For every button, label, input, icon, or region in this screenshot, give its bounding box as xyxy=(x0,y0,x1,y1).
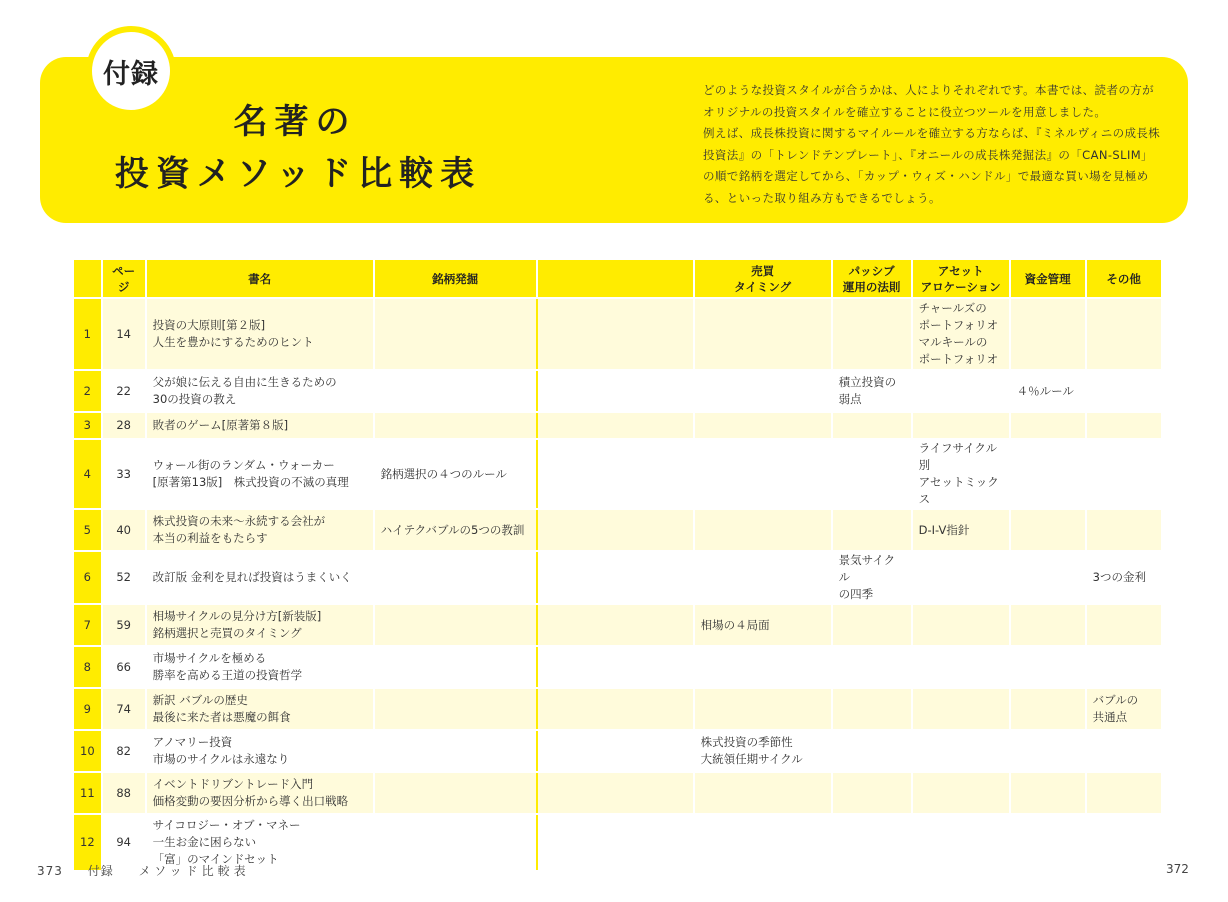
asset-allocation-cell xyxy=(912,604,1010,646)
money-management-cell xyxy=(1010,298,1086,370)
book-title-cell-text: [原著第13版] 株式投資の不滅の真理 xyxy=(152,475,349,489)
page-cell-text: 59 xyxy=(116,617,131,632)
book-title-cell xyxy=(146,370,374,412)
stock-discovery-cell xyxy=(374,412,537,439)
table-header-row xyxy=(73,259,1162,298)
page-cell-text: 74 xyxy=(116,701,131,716)
blank-cell xyxy=(537,814,694,871)
row-number xyxy=(73,688,102,730)
row-number xyxy=(73,370,102,412)
asset-allocation-cell-text: ポートフォリオ xyxy=(918,318,999,332)
row-number-text: 3 xyxy=(83,418,91,432)
col-header-timing xyxy=(694,259,832,298)
book-title-cell-text: 新訳 バブルの歴史 xyxy=(152,693,248,707)
stock-discovery-cell xyxy=(374,509,537,551)
table-row xyxy=(73,412,1162,439)
asset-allocation-cell xyxy=(912,688,1010,730)
book-title-cell xyxy=(146,772,374,814)
page-cell-text: 14 xyxy=(116,326,131,341)
row-number-text: 10 xyxy=(80,743,95,758)
page-cell xyxy=(102,551,146,604)
intro-paragraph-2: 例えば、成長株投資に関するマイルールを確立する方ならば、『ミネルヴィニの成長株投資法』の「トレンドテンプレート」、『オニールの成長株発掘法』の「CAN-SLIM」の順で銘柄を選定してから、「カップ・ウィズ・ハンドル」で最適な買い場を見極める、といった取り組み方もできるでしょう。 xyxy=(703,126,1161,205)
row-number-text: 4 xyxy=(83,466,91,481)
timing-cell xyxy=(694,509,832,551)
stock-discovery-cell xyxy=(374,551,537,604)
other-cell xyxy=(1086,439,1162,509)
blank-cell xyxy=(537,509,694,551)
col-header-title: 書名 xyxy=(146,259,374,298)
blank-cell xyxy=(537,370,694,412)
footer-section: 付録 xyxy=(87,864,114,878)
timing-cell xyxy=(694,370,832,412)
book-title-cell xyxy=(146,646,374,688)
table-row xyxy=(73,646,1162,688)
row-number xyxy=(73,646,102,688)
passive-cell xyxy=(832,551,912,604)
page-cell-text: 33 xyxy=(116,466,131,481)
blank-cell xyxy=(537,730,694,772)
book-title-cell-text: 最後に来た者は悪魔の餌食 xyxy=(152,710,291,724)
other-cell xyxy=(1086,730,1162,772)
page-cell xyxy=(102,688,146,730)
timing-cell xyxy=(694,298,832,370)
table-row xyxy=(73,298,1162,370)
passive-cell xyxy=(832,412,912,439)
page-cell xyxy=(102,604,146,646)
book-title-cell xyxy=(146,688,374,730)
book-title-cell-text: 銘柄選択と売買のタイミング xyxy=(152,626,302,640)
stock-discovery-cell-text: ハイテクバブルの5つの教訓 xyxy=(380,522,525,537)
col-header-money-management: 資金管理 xyxy=(1010,259,1086,298)
page-cell xyxy=(102,772,146,814)
other-cell-text: 共通点 xyxy=(1092,710,1128,724)
book-title-cell-text: アノマリー投資 xyxy=(152,735,233,749)
other-cell xyxy=(1086,370,1162,412)
page-cell-text: 22 xyxy=(116,383,131,398)
intro-text xyxy=(703,80,1163,209)
stock-discovery-cell-text: 銘柄選択の４つのルール xyxy=(380,466,507,481)
table-row xyxy=(73,551,1162,604)
footer-right-page-number: 372 xyxy=(1166,862,1189,876)
page-cell xyxy=(102,439,146,509)
asset-allocation-cell xyxy=(912,412,1010,439)
asset-allocation-cell xyxy=(912,730,1010,772)
other-cell xyxy=(1086,298,1162,370)
money-management-cell xyxy=(1010,814,1086,871)
row-number xyxy=(73,551,102,604)
asset-allocation-cell-text: アセットミックス xyxy=(918,475,999,506)
timing-cell xyxy=(694,814,832,871)
intro-paragraph-1: どのような投資スタイルが合うかは、人によりそれぞれです。本書では、読者の方がオリジナルの投資スタイルを確立することに役立つツールを用意しました。 xyxy=(703,83,1155,119)
asset-allocation-cell xyxy=(912,439,1010,509)
row-number xyxy=(73,604,102,646)
stock-discovery-cell xyxy=(374,772,537,814)
book-title-cell-text: 「富」のマインドセット xyxy=(152,852,279,866)
page-cell-text: 88 xyxy=(116,785,131,800)
timing-cell xyxy=(694,688,832,730)
asset-allocation-cell-text: ポートフォリオ xyxy=(918,352,999,366)
passive-cell xyxy=(832,772,912,814)
row-number-text: 8 xyxy=(83,659,91,674)
blank-cell xyxy=(537,604,694,646)
page-cell-text: 28 xyxy=(116,418,131,432)
book-title-cell-text: ウォール街のランダム・ウォーカー xyxy=(152,458,335,472)
money-management-cell xyxy=(1010,412,1086,439)
other-cell-text: 3つの金利 xyxy=(1092,570,1146,584)
timing-cell-text: 株式投資の季節性 xyxy=(700,735,793,749)
asset-allocation-cell xyxy=(912,509,1010,551)
money-management-cell xyxy=(1010,439,1086,509)
timing-cell-text: 大統領任期サイクル xyxy=(700,752,803,766)
method-comparison-table xyxy=(72,258,1163,872)
asset-allocation-cell-text: D-I-V指針 xyxy=(918,522,970,537)
table-row xyxy=(73,370,1162,412)
passive-cell xyxy=(832,730,912,772)
book-title-cell-text: 一生お金に困らない xyxy=(152,835,257,849)
other-cell xyxy=(1086,646,1162,688)
col-header-timing-line1: 売買 xyxy=(751,263,775,278)
book-title-cell-text: 勝率を高める王道の投資哲学 xyxy=(152,668,303,682)
money-management-cell xyxy=(1010,509,1086,551)
stock-discovery-cell xyxy=(374,814,537,871)
col-header-passive-line1: パッシブ xyxy=(848,263,895,278)
passive-cell xyxy=(832,509,912,551)
page-cell xyxy=(102,646,146,688)
asset-allocation-cell xyxy=(912,646,1010,688)
stock-discovery-cell xyxy=(374,370,537,412)
row-number xyxy=(73,730,102,772)
page-title xyxy=(0,96,590,200)
footer-left-page-number: 373 xyxy=(37,864,63,878)
passive-cell xyxy=(832,688,912,730)
asset-allocation-cell xyxy=(912,370,1010,412)
book-title-cell-text: 改訂版 金利を見れば投資はうまくいく xyxy=(152,570,352,584)
asset-allocation-cell xyxy=(912,298,1010,370)
passive-cell xyxy=(832,298,912,370)
page-cell-text: 40 xyxy=(116,522,131,537)
book-title-cell-text: 株式投資の未来〜永続する会社が xyxy=(152,514,326,528)
book-title-cell-text: 価格変動の要因分析から導く出口戦略 xyxy=(152,794,349,808)
row-number xyxy=(73,298,102,370)
page-cell-text: 94 xyxy=(116,835,131,849)
blank-cell xyxy=(537,298,694,370)
stock-discovery-cell xyxy=(374,298,537,370)
stock-discovery-cell xyxy=(374,688,537,730)
asset-allocation-cell-text: マルキールの xyxy=(918,335,988,349)
money-management-cell xyxy=(1010,551,1086,604)
book-title-cell-text: 市場のサイクルは永遠なり xyxy=(152,752,290,766)
book-title-cell-text: サイコロジー・オブ・マネー xyxy=(152,818,301,832)
footer-left xyxy=(37,862,270,879)
table-row xyxy=(73,730,1162,772)
book-title-cell-text: 本当の利益をもたらす xyxy=(152,531,268,545)
page-cell xyxy=(102,730,146,772)
book-title-cell-text: 30の投資の教え xyxy=(152,392,237,406)
col-header-asset-allocation xyxy=(912,259,1010,298)
col-header-page: ページ xyxy=(102,259,146,298)
timing-cell xyxy=(694,604,832,646)
row-number-text: 2 xyxy=(83,383,91,398)
table-body xyxy=(73,298,1162,871)
blank-cell xyxy=(537,646,694,688)
stock-discovery-cell xyxy=(374,646,537,688)
blank-cell xyxy=(537,412,694,439)
passive-cell-text: 景気サイクル xyxy=(838,553,896,584)
footer-section-title: メソッド比較表 xyxy=(138,864,250,878)
timing-cell xyxy=(694,439,832,509)
other-cell xyxy=(1086,604,1162,646)
passive-cell xyxy=(832,370,912,412)
book-title-cell-text: 父が娘に伝える自由に生きるための xyxy=(152,375,337,389)
page-title-line2: 投資メソッド比較表 xyxy=(114,154,482,194)
other-cell xyxy=(1086,509,1162,551)
money-management-cell xyxy=(1010,604,1086,646)
asset-allocation-cell xyxy=(912,551,1010,604)
other-cell-text: バブルの xyxy=(1092,693,1139,707)
timing-cell xyxy=(694,730,832,772)
money-management-cell xyxy=(1010,688,1086,730)
asset-allocation-cell-text: チャールズの xyxy=(918,301,987,315)
page-cell xyxy=(102,298,146,370)
money-management-cell xyxy=(1010,730,1086,772)
col-header-passive-line2: 運用の法則 xyxy=(842,279,901,294)
passive-cell xyxy=(832,439,912,509)
row-number-text: 11 xyxy=(80,785,95,800)
row-number-text: 12 xyxy=(80,835,95,849)
money-management-cell xyxy=(1010,646,1086,688)
row-number xyxy=(73,439,102,509)
passive-cell xyxy=(832,814,912,871)
row-number xyxy=(73,412,102,439)
row-number-text: 6 xyxy=(83,570,91,584)
money-management-cell-text: ４％ルール xyxy=(1016,383,1074,398)
book-title-cell-text: 投資の大原則[第２版] xyxy=(152,318,266,332)
other-cell xyxy=(1086,814,1162,871)
appendix-badge-label: 付録 xyxy=(103,58,159,90)
other-cell xyxy=(1086,688,1162,730)
col-header-blank xyxy=(537,259,694,298)
col-header-timing-line2: タイミング xyxy=(734,279,792,294)
blank-cell xyxy=(537,439,694,509)
table-row xyxy=(73,604,1162,646)
timing-cell-text: 相場の４局面 xyxy=(700,617,770,632)
book-title-cell-text: 市場サイクルを極める xyxy=(152,651,267,665)
col-header-asset-line2: アロケーション xyxy=(920,279,1001,294)
table-row xyxy=(73,439,1162,509)
asset-allocation-cell xyxy=(912,814,1010,871)
other-cell xyxy=(1086,772,1162,814)
page-cell-text: 82 xyxy=(116,743,131,758)
row-number-text: 1 xyxy=(83,326,91,341)
book-title-cell xyxy=(146,439,374,509)
row-number-text: 9 xyxy=(83,701,91,716)
page-cell xyxy=(102,509,146,551)
col-header-passive xyxy=(832,259,912,298)
book-title-cell-text: イベントドリブントレード入門 xyxy=(152,777,314,791)
page-cell xyxy=(102,412,146,439)
book-title-cell xyxy=(146,604,374,646)
page-cell-text: 66 xyxy=(116,659,131,674)
passive-cell-text: 積立投資の xyxy=(838,375,897,389)
asset-allocation-cell-text: ライフサイクル別 xyxy=(918,441,998,472)
book-title-cell-text: 相場サイクルの見分け方[新装版] xyxy=(152,609,322,623)
blank-cell xyxy=(537,772,694,814)
book-title-cell xyxy=(146,412,374,439)
page-cell xyxy=(102,370,146,412)
table-row xyxy=(73,688,1162,730)
stock-discovery-cell xyxy=(374,730,537,772)
row-number-text: 7 xyxy=(83,617,91,632)
col-header-asset-line1: アセット xyxy=(937,263,984,278)
passive-cell xyxy=(832,604,912,646)
other-cell xyxy=(1086,551,1162,604)
stock-discovery-cell xyxy=(374,439,537,509)
col-header-other: その他 xyxy=(1086,259,1162,298)
book-title-cell-text: 人生を豊かにするためのヒント xyxy=(152,335,314,349)
col-header-stock-discovery: 銘柄発掘 xyxy=(374,259,537,298)
blank-cell xyxy=(537,688,694,730)
page-title-line1: 名著の xyxy=(233,102,357,142)
passive-cell xyxy=(832,646,912,688)
other-cell xyxy=(1086,412,1162,439)
book-title-cell xyxy=(146,551,374,604)
book-title-cell-text: 敗者のゲーム[原著第８版] xyxy=(152,418,289,432)
row-number xyxy=(73,509,102,551)
money-management-cell xyxy=(1010,772,1086,814)
row-number-text: 5 xyxy=(83,522,91,537)
timing-cell xyxy=(694,412,832,439)
stock-discovery-cell xyxy=(374,604,537,646)
asset-allocation-cell xyxy=(912,772,1010,814)
book-title-cell xyxy=(146,298,374,370)
row-number xyxy=(73,772,102,814)
col-header-num xyxy=(73,259,102,298)
timing-cell xyxy=(694,551,832,604)
page-cell-text: 52 xyxy=(116,570,131,584)
passive-cell-text: 弱点 xyxy=(838,392,862,406)
timing-cell xyxy=(694,646,832,688)
passive-cell-text: の四季 xyxy=(838,587,874,601)
money-management-cell xyxy=(1010,370,1086,412)
book-title-cell xyxy=(146,509,374,551)
blank-cell xyxy=(537,551,694,604)
timing-cell xyxy=(694,772,832,814)
table-row xyxy=(73,772,1162,814)
book-title-cell xyxy=(146,730,374,772)
table-row xyxy=(73,509,1162,551)
